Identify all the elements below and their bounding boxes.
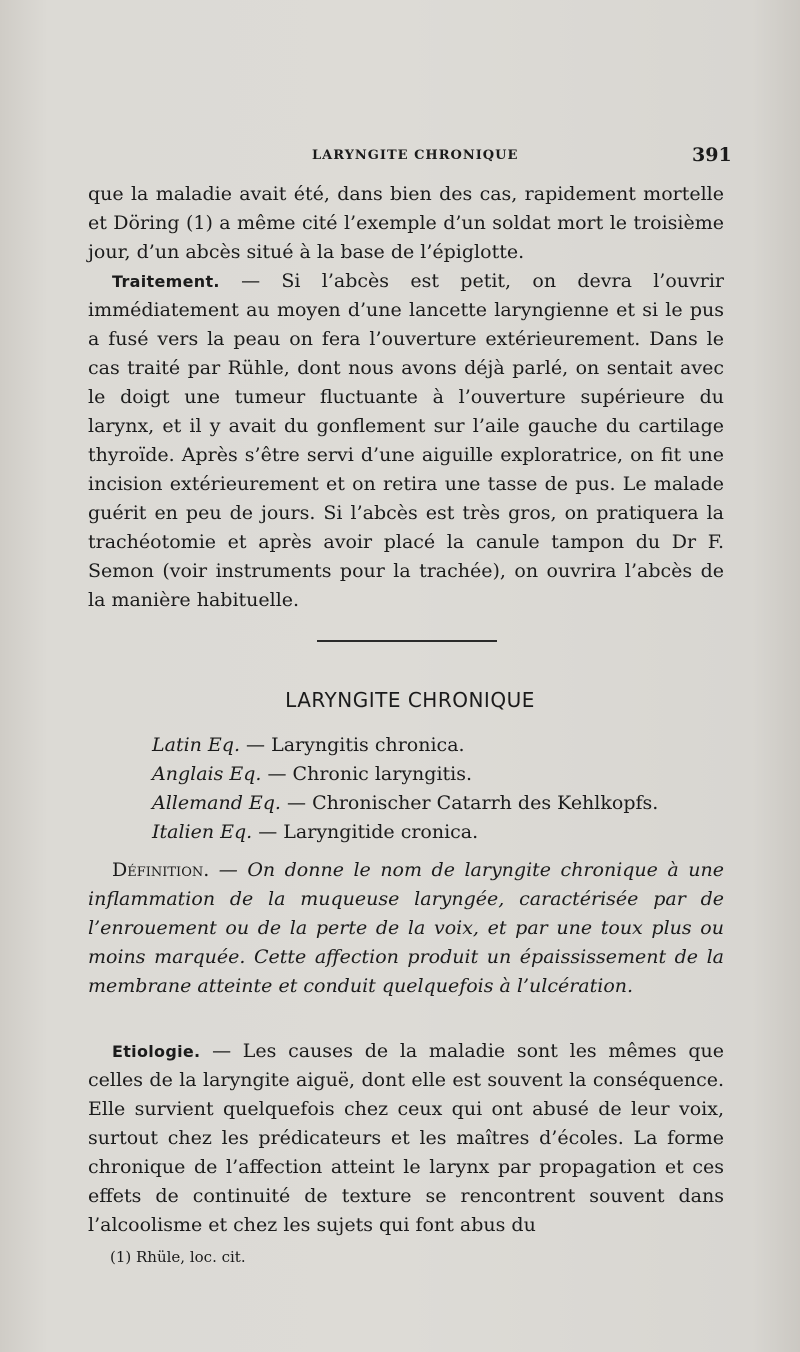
- equivalents-list: [152, 731, 658, 847]
- equivalent-latin: Latin Eq. — Laryngitis chronica.: [152, 734, 465, 756]
- section-title: LARYNGITE CHRONIQUE: [285, 688, 535, 712]
- equivalent-allemand: Allemand Eq. — Chronischer Catarrh des Kehlkopfs.: [152, 792, 659, 814]
- treatment-heading: Traitement.: [112, 272, 220, 291]
- running-title: LARYNGITE CHRONIQUE: [312, 148, 519, 163]
- section-divider: [317, 640, 497, 642]
- paragraph-definition: [88, 856, 724, 1001]
- paragraph-continuation: que la maladie avait été, dans bien des cas, rapidement mortelle et Döring (1) a même cité l’exemple d’un soldat mort le troisième jour, d’un abcès situé à la base de l’épiglotte.: [88, 183, 724, 263]
- page-header: [0, 144, 800, 170]
- etiology-heading: Etiologie.: [112, 1042, 201, 1061]
- definition-text: — On donne le nom de laryngite chronique à une inflammation de la muqueuse laryngée, caractérisée par de l’enrouement ou de la perte de la voix, et par une toux plus ou moins marquée. Cette affection produit un épaississement de la membrane atteinte et conduit quelquefois à l’ulcération.: [88, 859, 724, 997]
- treatment-text: — Si l’abcès est petit, on devra l’ouvrir immédiatement au moyen d’une lancette laryngienne et si le pus a fusé vers la peau on fera l’ouverture extérieurement. Dans le cas traité par Rühle, dont nous avons déjà parlé, on sentait avec le doigt une tumeur fluctuante à l’ouverture supérieure du larynx, et il y avait du gonflement sur l’aile gauche du cartilage thyroïde. Après s’être servi d’une aiguille exploratrice, on fit une incision extérieurement et on retira une tasse de pus. Le malade guérit en peu de jours. Si l’abcès est très gros, on pratiquera la trachéotomie et après avoir placé la canule tampon du Dr F. Semon (voir instruments pour la trachée), on ouvrira l’abcès de la manière habituelle.: [88, 270, 724, 611]
- etiology-block: [88, 1037, 724, 1240]
- footnote: (1) Rhüle, loc. cit.: [110, 1248, 246, 1266]
- page-number: 391: [692, 144, 732, 166]
- text-block-top: [88, 180, 724, 615]
- paragraph-treatment: [88, 267, 724, 615]
- definition-heading: Définition.: [112, 859, 210, 881]
- equivalent-anglais: Anglais Eq. — Chronic laryngitis.: [152, 763, 473, 785]
- paragraph-etiology: [88, 1037, 724, 1240]
- definition-block: [88, 856, 724, 1001]
- equivalent-italien: Italien Eq. — Laryngitide cronica.: [152, 821, 479, 843]
- etiology-text: — Les causes de la maladie sont les mêmes que celles de la laryngite aiguë, dont elle est souvent la conséquence. Elle survient quelquefois chez ceux qui ont abusé de leur voix, surtout chez les prédicateurs et les maîtres d’écoles. La forme chronique de l’affection atteint le larynx par propagation et ces effets de continuité de texture se rencontrent souvent dans l’alcoolisme et chez les sujets qui font abus du: [88, 1040, 724, 1236]
